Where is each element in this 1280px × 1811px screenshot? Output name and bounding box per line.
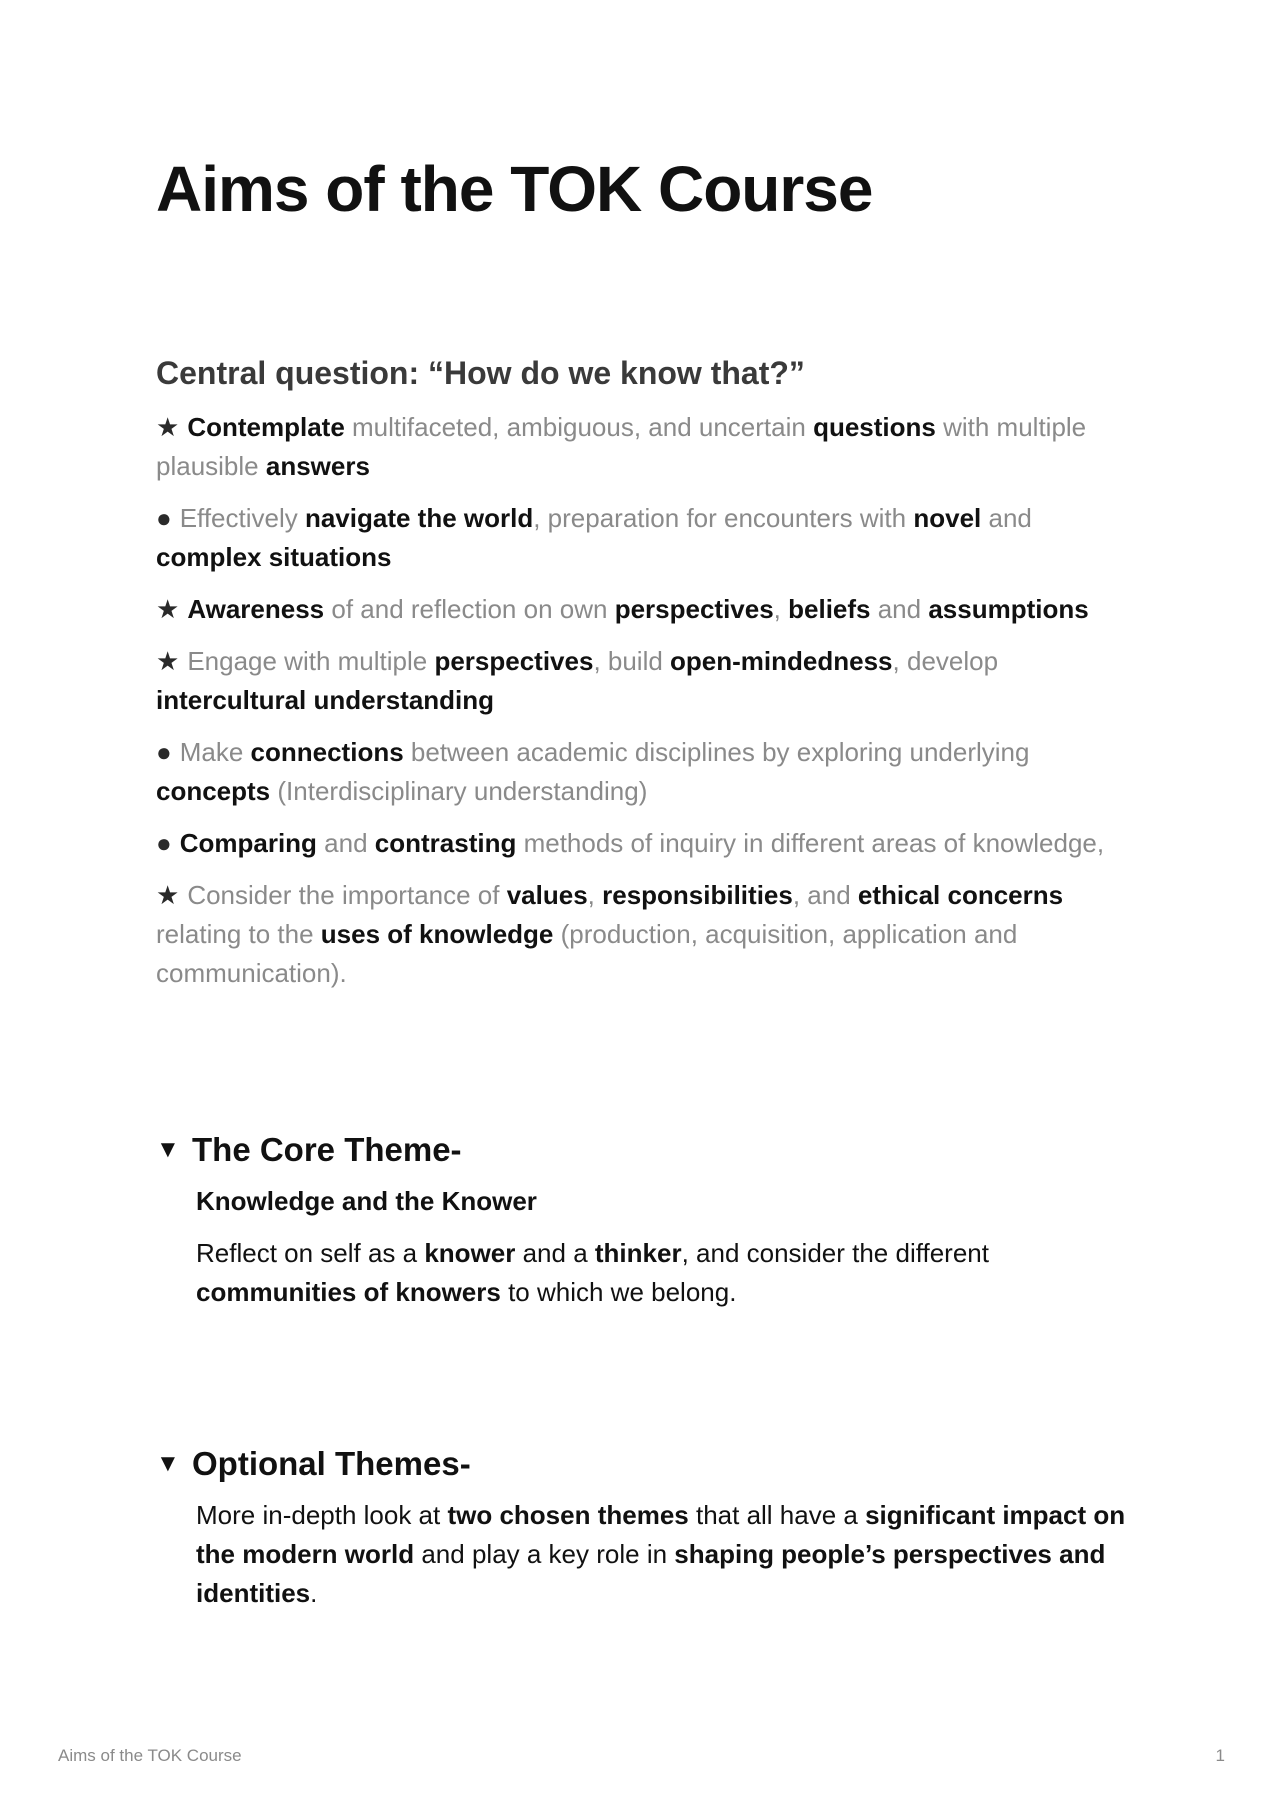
core-theme-text: Reflect on self as a knower and a thinker, and consider the different communities of knowers to which we belong.: [196, 1238, 989, 1307]
optional-themes-heading: Optional Themes-: [192, 1445, 471, 1482]
central-question-heading: Central question: “How do we know that?”: [156, 355, 805, 391]
optional-themes-toggle: [156, 1442, 1136, 1613]
caret-down-icon[interactable]: ▼: [156, 1450, 180, 1477]
aim-item: ● Effectively navigate the world, preparation for encounters with novel and complex situations: [156, 499, 1126, 577]
core-theme-toggle: [156, 1128, 1136, 1312]
star-icon: ★: [156, 594, 180, 624]
aim-item: ● Comparing and contrasting methods of inquiry in different areas of knowledge,: [156, 824, 1126, 863]
aim-item: ★ Awareness of and reflection on own perspectives, beliefs and assumptions: [156, 590, 1126, 629]
caret-down-icon[interactable]: ▼: [156, 1136, 180, 1163]
page-title: Aims of the TOK Course: [156, 153, 873, 225]
aim-item: ● Make connections between academic disciplines by exploring underlying concepts (Interdisciplinary understanding): [156, 733, 1126, 811]
core-theme-content: [196, 1182, 1136, 1312]
aim-item: ★ Consider the importance of values, responsibilities, and ethical concerns relating to the uses of knowledge (production, acquisition, application and communication).: [156, 876, 1126, 993]
core-theme-heading: The Core Theme-: [192, 1131, 462, 1168]
star-icon: ★: [156, 646, 180, 676]
bullet-icon: ●: [156, 503, 172, 533]
footer-title: Aims of the TOK Course: [58, 1746, 242, 1765]
core-theme-subtitle: Knowledge and the Knower: [196, 1186, 537, 1216]
bullet-icon: ●: [156, 828, 172, 858]
optional-themes-text: More in-depth look at two chosen themes that all have a significant impact on the modern world and play a key role in shaping people’s perspectives and identities.: [196, 1500, 1126, 1608]
page-number: 1: [1215, 1746, 1225, 1765]
optional-themes-content: [196, 1496, 1136, 1613]
optional-themes-header[interactable]: [156, 1442, 1136, 1486]
aim-item: ★ Contemplate multifaceted, ambiguous, and uncertain questions with multiple plausible answers: [156, 408, 1126, 486]
star-icon: ★: [156, 880, 180, 910]
core-theme-header[interactable]: [156, 1128, 1136, 1172]
aims-list: [156, 408, 1126, 1006]
star-icon: ★: [156, 412, 180, 442]
aim-item: ★ Engage with multiple perspectives, build open-mindedness, develop intercultural understanding: [156, 642, 1126, 720]
bullet-icon: ●: [156, 737, 172, 767]
